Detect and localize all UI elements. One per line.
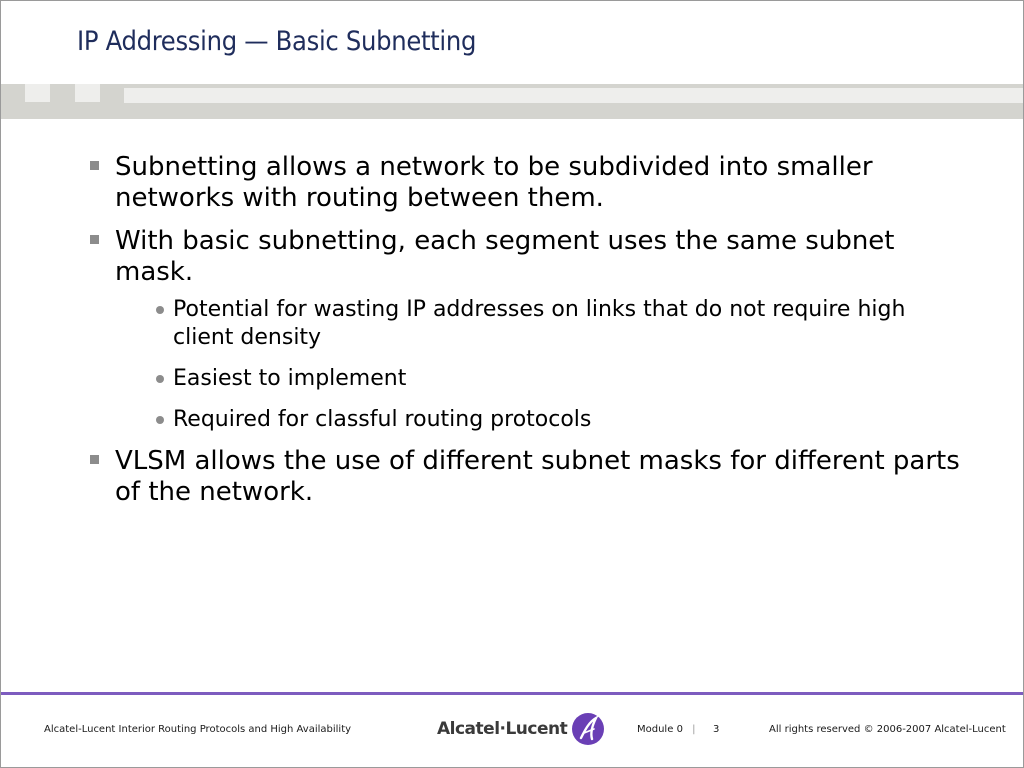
- sub-bullet-text: Potential for wasting IP addresses on links that do not require high client density: [173, 297, 906, 350]
- round-bullet-icon: [156, 416, 164, 424]
- logo-wordmark: Alcatel·Lucent: [437, 719, 568, 739]
- square-bullet-icon: [90, 161, 99, 170]
- module-number: 0: [676, 724, 683, 735]
- bullet-item: [88, 152, 968, 214]
- course-title: Alcatel-Lucent Interior Routing Protocols and High Availability: [44, 724, 352, 735]
- sub-bullet-text: Easiest to implement: [173, 366, 407, 391]
- square-bullet-icon: [90, 235, 99, 244]
- footer-separator: |: [692, 724, 696, 735]
- title-band-highlight: [124, 88, 1024, 103]
- bullet-text: Subnetting allows a network to be subdivided into smaller networks with routing between them.: [115, 152, 873, 213]
- sub-bullet-list: [115, 296, 968, 434]
- module-label: [637, 724, 702, 735]
- sub-bullet-item: [146, 365, 968, 393]
- sub-bullet-text: Required for classful routing protocols: [173, 407, 592, 432]
- bullet-item: [88, 226, 968, 434]
- alcatel-lucent-logo: [437, 712, 605, 746]
- sub-bullet-item: [146, 406, 968, 434]
- band-square: [75, 84, 100, 102]
- round-bullet-icon: [156, 375, 164, 383]
- square-bullet-icon: [90, 455, 99, 464]
- bullet-text: With basic subnetting, each segment uses the same subnet mask.: [115, 226, 895, 287]
- slide-body: [88, 152, 968, 520]
- bullet-item: [88, 446, 968, 508]
- round-bullet-icon: [156, 306, 164, 314]
- footer: [0, 695, 1024, 768]
- page-number: 3: [713, 724, 720, 735]
- module-label-text: Module: [637, 724, 674, 735]
- sub-bullet-item: [146, 296, 968, 352]
- copyright: All rights reserved © 2006-2007 Alcatel-Lucent: [769, 724, 1006, 735]
- bullet-text: VLSM allows the use of different subnet masks for different parts of the network.: [115, 446, 960, 507]
- band-square: [25, 84, 50, 102]
- alcatel-lucent-swirl-icon: [571, 712, 605, 746]
- slide-title: IP Addressing — Basic Subnetting: [77, 26, 477, 57]
